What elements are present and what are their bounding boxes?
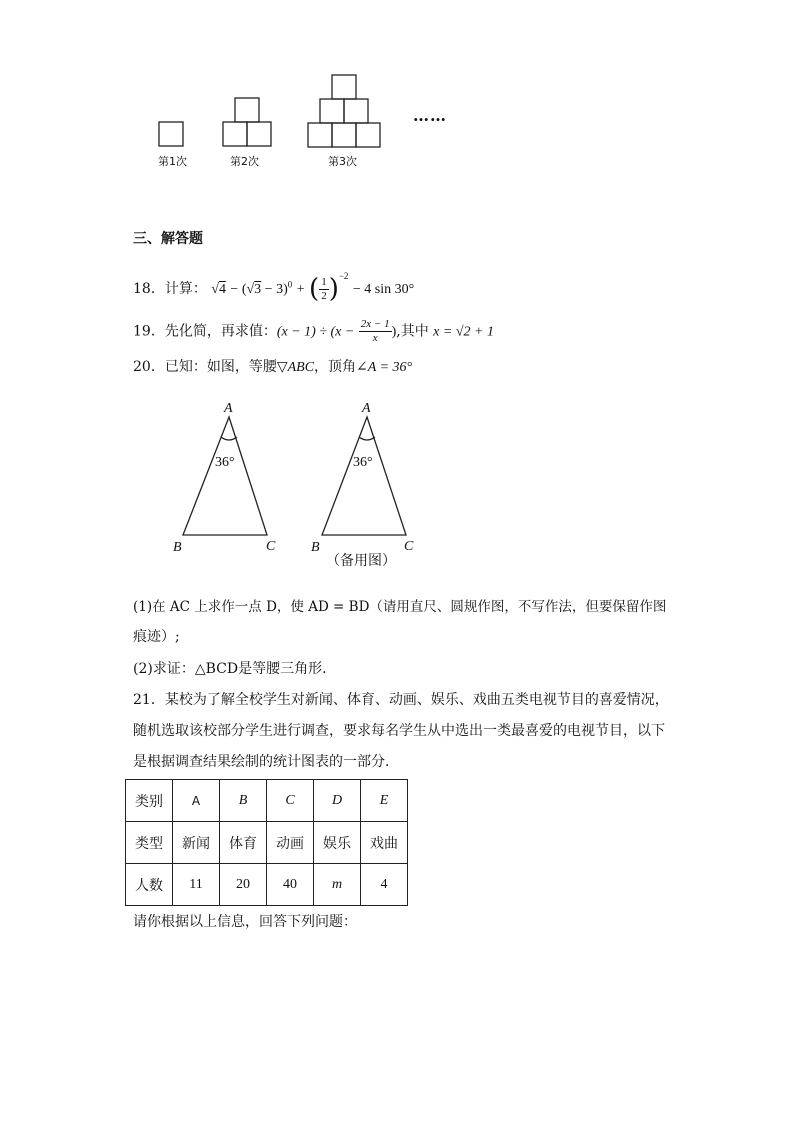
cube-label-2: 第2次 — [230, 155, 259, 168]
q20-part1-line2: 痕迹）; — [133, 629, 180, 645]
cube-step3-b1 — [308, 123, 332, 147]
table-cell: E — [361, 780, 408, 822]
cube-label-1: 第1次 — [158, 155, 187, 168]
angle-arc-backup — [359, 437, 375, 440]
label-angle-main: 36° — [215, 455, 235, 470]
q19-fraction: $\frac{2x - 1}{x}$ — [360, 318, 390, 344]
survey-table — [125, 779, 408, 906]
q18-sqrt3: 3 — [254, 282, 262, 297]
table-row — [126, 864, 408, 906]
angle-arc-main — [221, 437, 237, 440]
table-cell: 人数 — [126, 864, 173, 906]
triangle-figure — [165, 395, 435, 575]
q21-line1: 21．某校为了解全校学生对新闻、体育、动画、娱乐、戏曲五类电视节目的喜爱情况， — [133, 692, 669, 708]
table-cell: 娱乐 — [314, 822, 361, 864]
cube-step1 — [159, 122, 183, 146]
q19-where: ,其中 — [396, 323, 429, 340]
table-cell: 11 — [173, 864, 220, 906]
cube-step2-br — [247, 122, 271, 146]
label-a-backup: A — [362, 401, 371, 416]
table-cell: 4 — [361, 864, 408, 906]
table-cell: 新闻 — [173, 822, 220, 864]
label-angle-backup: 36° — [353, 455, 373, 470]
triangle-backup — [322, 417, 406, 535]
q21-line3: 是根据调查结果绘制的统计图表的一部分． — [133, 754, 399, 770]
q18-exp-zero: 0 — [287, 279, 293, 290]
q20-part2: (2)求证：△BCD是等腰三角形． — [133, 661, 337, 677]
q20-stem: 20．已知：如图，等腰▽ABC，顶角∠A = 36° — [133, 359, 413, 375]
table-cell: 类别 — [126, 780, 173, 822]
label-b-main: B — [173, 540, 182, 555]
cube-step2-top — [235, 98, 259, 122]
table-cell: 戏曲 — [361, 822, 408, 864]
cube-label-3: 第3次 — [328, 155, 357, 168]
cube-step3-b2 — [332, 123, 356, 147]
q18-sqrt4: √4 — [211, 282, 226, 297]
q19-xvalue: x = √2 + 1 — [433, 324, 494, 340]
cube-ellipsis: …… — [413, 106, 447, 125]
triangle-main — [183, 417, 267, 535]
section-heading: 三、解答题 — [133, 231, 203, 247]
table-cell: 类型 — [126, 822, 173, 864]
q20-number: 20． — [133, 359, 165, 375]
q18-number: 18． — [133, 281, 165, 297]
table-row — [126, 780, 408, 822]
table-cell: B — [220, 780, 267, 822]
q20-part1-line1: (1)在 AC 上求作一点 D，使 AD = BD（请用直尺、圆规作图，不写作法，但要保留作图 — [133, 599, 667, 615]
cube-step3-b3 — [356, 123, 380, 147]
label-c-main: C — [266, 539, 276, 554]
label-b-backup: B — [311, 540, 320, 555]
q18: 18．计算： $√4 - (√3 - 3)^0$ + ( $\frac{1}{2}$ )$^{-2}$ − 4 sin 30° — [133, 271, 415, 304]
cube-pattern-figure — [150, 70, 450, 150]
cube-step2-bl — [223, 122, 247, 146]
label-a-main: A — [224, 401, 233, 416]
q19-prefix: 先化简，再求值： — [164, 323, 277, 340]
q19-number: 19． — [133, 323, 165, 340]
q18-tail: − 4 sin 30° — [352, 282, 415, 297]
table-cell: A — [173, 780, 220, 822]
q19: 19．先化简，再求值：(x − 1) ÷ (x − $\frac{2x - 1}{x}$ ),其中 x = √2 + 1 — [133, 318, 494, 344]
cube-step3-m1 — [320, 99, 344, 123]
table-row — [126, 822, 408, 864]
table-cell: C — [267, 780, 314, 822]
cube-step3-top — [332, 75, 356, 99]
table-cell: 动画 — [267, 822, 314, 864]
q18-fraction: $\frac{1}{2}$ — [321, 275, 327, 302]
label-c-backup: C — [404, 539, 414, 554]
q21-prompt: 请你根据以上信息，回答下列问题： — [133, 914, 357, 930]
q21-line2: 随机选取该校部分学生进行调查，要求每名学生从中选出一类最喜爱的电视节目，以下 — [133, 723, 665, 739]
q20-triangle-name: ▽ABC — [276, 360, 315, 375]
backup-caption: （备用图） — [326, 553, 396, 569]
table-cell: 20 — [220, 864, 267, 906]
q18-prefix: 计算： — [164, 281, 207, 297]
q20-angle-eq: ∠A = 36° — [356, 360, 413, 375]
table-cell: 体育 — [220, 822, 267, 864]
q19-expr: (x − 1) ÷ (x − — [276, 324, 355, 340]
table-cell: 40 — [267, 864, 314, 906]
table-cell: D — [314, 780, 361, 822]
q18-exp-neg2: −2 — [338, 271, 349, 281]
cube-step3-m2 — [344, 99, 368, 123]
table-cell: m — [314, 864, 361, 906]
